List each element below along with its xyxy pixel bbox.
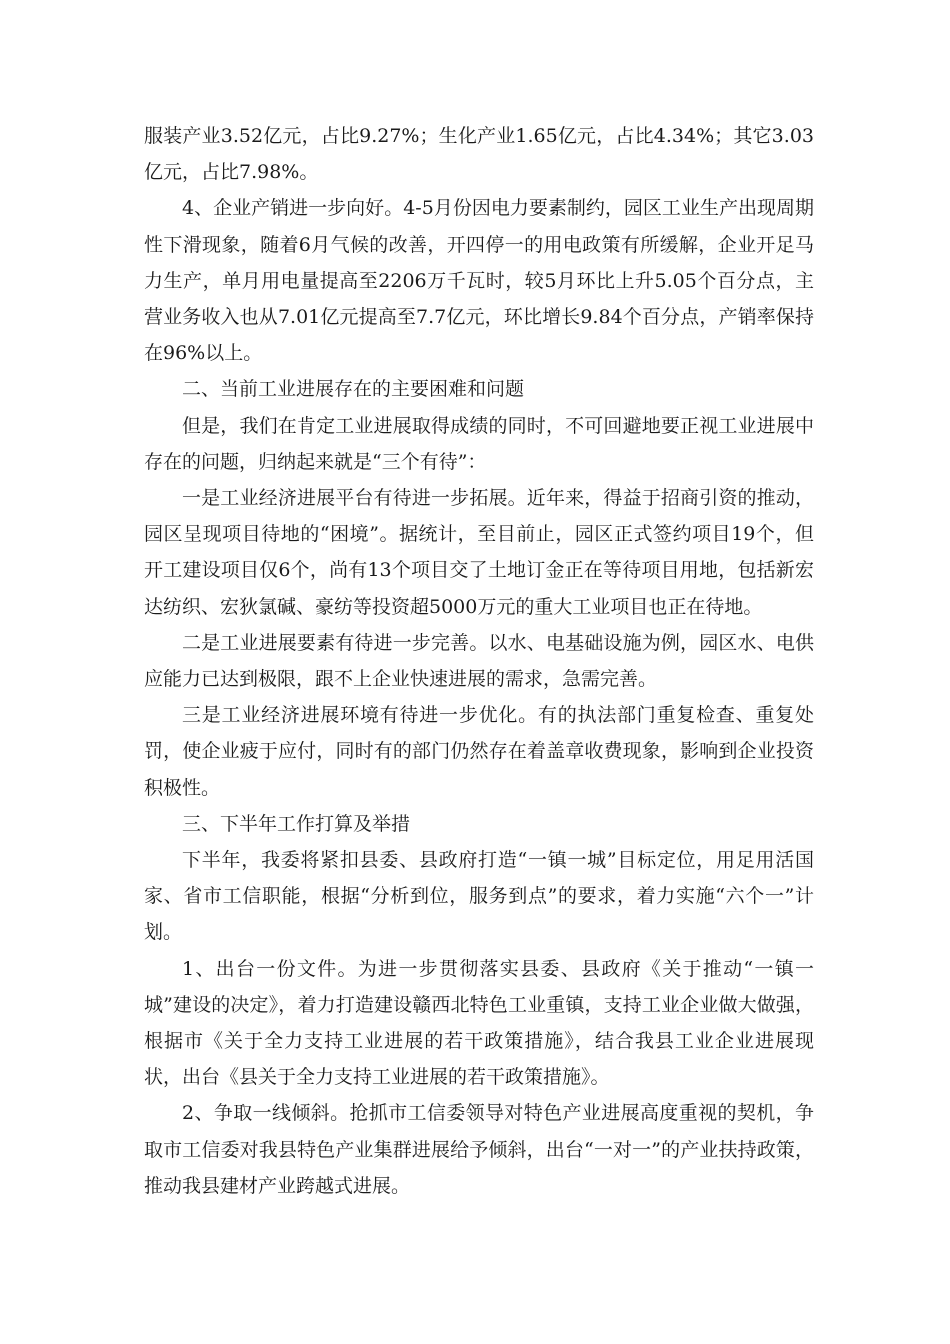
section-heading-difficulties: 二、当前工业进展存在的主要困难和问题: [182, 378, 525, 401]
section-heading-plans: 三、下半年工作打算及举措: [182, 812, 411, 835]
paragraph-policy-tilt: 2、争取一线倾斜。抢抓市工信委领导对特色产业进展高度重视的契机，争取市工信委对我县特色产业集群进展给予倾斜，出台“一对一”的产业扶持政策，推动我县建材产业跨越式进展。: [144, 1102, 814, 1197]
paragraph-platform: 一是工业经济进展平台有待进一步拓展。近年来，得益于招商引资的推动，园区呈现项目待地的“困境”。据统计，至目前止，园区正式签约项目19个，但开工建设项目仅6个，尚有13个项目交了土地订金正在等待项目用地，包括新宏达纺织、宏狄氯碱、豪纺等投资超5000万元的重大工业项目也正在待地。: [144, 487, 814, 618]
paragraph-factors: 二是工业进展要素有待进一步完善。以水、电基础设施为例，园区水、电供应能力已达到极限，跟不上企业快速进展的需求，急需完善。: [144, 631, 814, 691]
document-body: [144, 118, 814, 1204]
paragraph-environment: 三是工业经济进展环境有待进一步优化。有的执法部门重复检查、重复处罚，使企业疲于应付，同时有的部门仍然存在着盖章收费现象，影响到企业投资积极性。: [144, 704, 814, 799]
paragraph-three-pending: 但是，我们在肯定工业进展取得成绩的同时，不可回避地要正视工业进展中存在的问题，归纳起来就是“三个有待”：: [144, 414, 814, 473]
paragraph-industry-share: 服装产业3.52亿元，占比9.27%；生化产业1.65亿元，占比4.34%；其它3.03亿元，占比7.98%。: [144, 125, 814, 184]
paragraph-sales-improvement: 4、企业产销进一步向好。4-5月份因电力要素制约，园区工业生产出现周期性下滑现象，随着6月气候的改善，开四停一的用电政策有所缓解，企业开足马力生产，单月用电量提高至2206万千瓦时，较5月环比上升5.05个百分点，主营业务收入也从7.01亿元提高至7.7亿元，环比增长9.84个百分点，产销率保持在96%以上。: [144, 197, 814, 365]
paragraph-document: 1、出台一份文件。为进一步贯彻落实县委、县政府《关于推动“一镇一城”建设的决定》，着力打造建设赣西北特色工业重镇，支持工业企业做大做强，根据市《关于全力支持工业进展的若干政策措施》，结合我县工业企业进展现状，出台《县关于全力支持工业进展的若干政策措施》。: [144, 957, 814, 1089]
paragraph-second-half: 下半年，我委将紧扣县委、县政府打造“一镇一城”目标定位，用足用活国家、省市工信职能，根据“分析到位，服务到点”的要求，着力实施“六个一”计划。: [144, 849, 814, 944]
